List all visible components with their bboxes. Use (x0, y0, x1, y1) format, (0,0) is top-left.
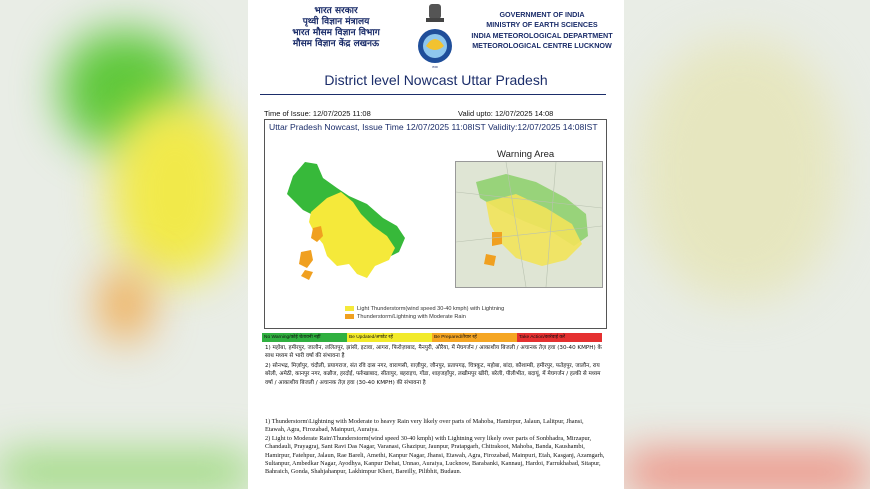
hindi-header-line: पृथ्वी विज्ञान मंत्रालय (302, 17, 370, 27)
hindi-header-line: भारत सरकार (314, 6, 358, 16)
nowcast-map-panel (264, 119, 607, 329)
map-legend (345, 305, 504, 321)
time-of-issue: Time of Issue: 12/07/2025 11:08 (264, 109, 371, 118)
title-divider (260, 94, 606, 95)
scale-take-action: Take Action/कार्रवाई करें (517, 333, 602, 342)
scale-be-prepared: Be Prepared/तैयार रहें (432, 333, 517, 342)
legend-item (345, 313, 504, 321)
english-header-line: MINISTRY OF EARTH SCIENCES (486, 20, 598, 30)
warning-area-label: Warning Area (497, 149, 555, 160)
hindi-header-line: मौसम विज्ञान केंद्र लखनऊ (292, 39, 380, 49)
map-orange-region (299, 226, 323, 280)
background-orange-blob (100, 270, 150, 340)
hindi-header (278, 6, 394, 50)
scale-be-updated: Be Updated/अपडेट रहें (347, 333, 432, 342)
legend-label: Thunderstorm/Lightning with Moderate Rain (357, 314, 466, 320)
hindi-warning-1: 1) महोबा, हमीरपुर, जालौन, ललितपुर, झांसी, इटावा, आगरा, फिरोज़ाबाद, मैनपुरी, औरैया, में मेघगर्जन / आकाशीय बिजली / अचानक तेज़ हवा (30-40 KMPH) के साथ मध्यम से भारी वर्षा की संभावना है (265, 345, 602, 360)
english-header-line: METEOROLOGICAL CENTRE LUCKNOW (472, 40, 612, 50)
english-header-line: INDIA METEOROLOGICAL DEPARTMENT (471, 30, 613, 40)
svg-text:IMD: IMD (432, 65, 438, 69)
english-header-line: GOVERNMENT OF INDIA (499, 10, 585, 19)
scale-no-warning: No Warning/कोई चेतावनी नहीं (262, 333, 347, 342)
legend-item (345, 305, 504, 313)
warning-color-scale (262, 333, 602, 342)
uttar-pradesh-map (283, 156, 423, 292)
imd-emblem-logo (416, 2, 454, 70)
background-green-bar (0, 455, 250, 489)
background-yellow-blob (110, 100, 240, 280)
english-warning-text: 1) Thunderstorm\Lightning with Moderate to heavy Rain very likely over parts of Mahoba, Hamirpur, Jalaun, Lalitpur, Jhansi, Etawah, Agra, Firozabad, Mainpuri, Auraiya. 2) Light to Moderate Rain\Thunderstorm(wind speed 30-40 kmph) with Lightning very likely over parts of Sonbhadra, Mirzapur, Chandauli, Prayagraj, Sant Ravi Das Nagar, Varanasi, Ghazipur, Jaunpur, Pratapgarh, Chitrakoot, Mahoba, Banda, Kaushambi, Hamirpur, Fatehpur, Jalaun, Rae Bareli, Amethi, Kanpur Nagar, Jhansi, Etawah, Agra, Firozabad, Mainpuri, Etah, Kasganj, Azamgarh, Sultanpur, Ambedkar Nagar, Ayodhya, Kanpur Dehat, Unnao, Auraiya, Lucknow, Barabanki, Kannauj, Hardoi, Farrukhabad, Sitapur, Bahraich, Gonda, Shahjahanpur, Lakhimpur Kheri, Bareilly, Pilibhit, Budaun. (265, 418, 605, 476)
legend-swatch-yellow (345, 306, 354, 311)
valid-upto: Valid upto: 12/07/2025 14:08 (458, 109, 554, 118)
map-heading: Uttar Pradesh Nowcast, Issue Time 12/07/2025 11:08IST Validity:12/07/2025 14:08IST (269, 122, 598, 132)
document-title: District level Nowcast Uttar Pradesh (324, 72, 548, 88)
english-header (462, 10, 622, 51)
warning-area-minimap (455, 161, 603, 288)
hindi-header-line: भारत मौसम विज्ञान विभाग (292, 28, 380, 38)
legend-swatch-orange (345, 314, 354, 319)
legend-label: Light Thunderstorm(wind speed 30-40 kmph) with Lightning (357, 306, 505, 312)
background-right-map (640, 40, 840, 300)
nowcast-document (248, 0, 624, 489)
background-red-bar (625, 455, 870, 489)
hindi-warning-2: 2) सोनभद्र, मिर्ज़ापुर, चंदौली, प्रयागराज, संत रवि दास नगर, वाराणसी, ग़ाज़ीपुर, जौनपुर, प्रतापगढ़, चित्रकूट, महोबा, बांदा, कौशाम्बी, हमीरपुर, फतेहपुर, जालौन, राय बरेली, अमेठी, कानपुर नगर, कन्नौज, हरदोई, फर्रुखाबाद, सीतापुर, बहराइच, गोंडा, शाहजहाँपुर, लखीमपुर खीरी, बरेली, पीलीभीत, बदायूं, में मेघगर्जन / हल्की से मध्यम वर्षा / आकाशीय बिजली / अचानक तेज़ हवा (30-40 KMPH) की संभावना है (265, 363, 601, 386)
